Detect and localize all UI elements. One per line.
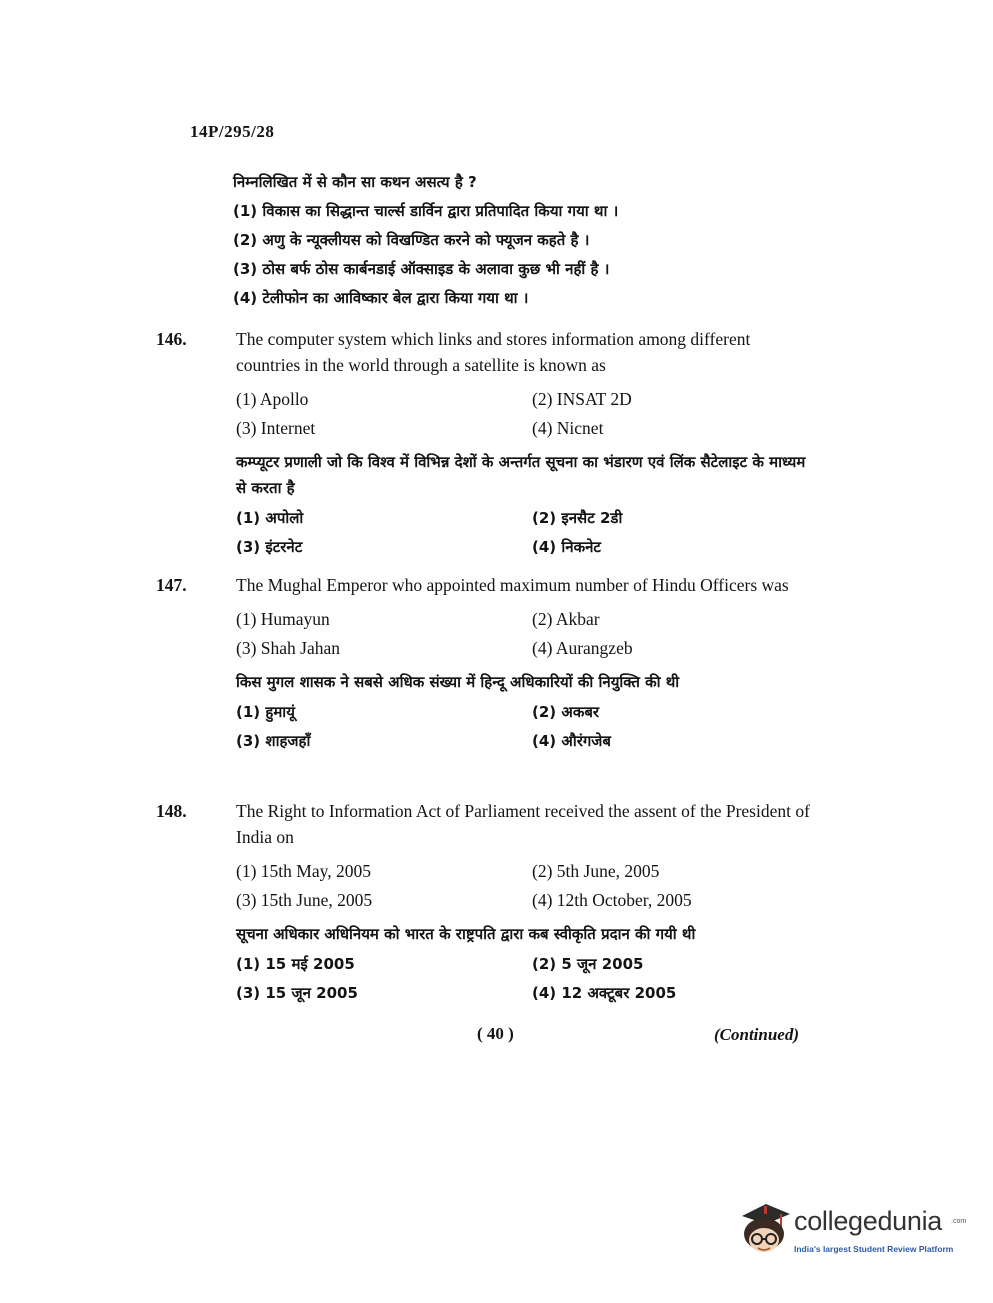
- question-number: 147.: [156, 575, 187, 595]
- question-text: The Right to Information Act of Parliament received the assent of the President of India on: [236, 801, 810, 847]
- options-hindi: [236, 505, 816, 560]
- brand-name: collegedunia: [794, 1206, 943, 1236]
- page-number: ( 40 ): [477, 1024, 514, 1043]
- option-4: (4) Nicnet: [532, 418, 604, 438]
- option-3-hindi: (3) 15 जून 2005: [236, 984, 358, 1002]
- option-2: (2) अणु के न्यूक्लीयस को विखण्डित करने को फ्यूजन कहते है ।: [233, 231, 590, 249]
- option-4-hindi: (4) औरंगजेब: [532, 732, 611, 750]
- options-hindi: [236, 951, 816, 1006]
- collegedunia-watermark: [736, 1200, 966, 1260]
- question-text-hindi: सूचना अधिकार अधिनियम को भारत के राष्ट्रपति द्वारा कब स्वीकृति प्रदान की गयी थी: [236, 925, 696, 943]
- option-1: (1) विकास का सिद्धान्त चार्ल्स डार्विन द्वारा प्रतिपादित किया गया था ।: [233, 202, 619, 220]
- question-text: The computer system which links and stores information among different countries in the world through a satellite is known as: [236, 329, 751, 375]
- option-1-hindi: (1) हुमायूं: [236, 703, 295, 721]
- question-148: [156, 799, 816, 1006]
- option-3-hindi: (3) इंटरनेट: [236, 538, 303, 556]
- options-english: [236, 859, 816, 913]
- option-3: (3) 15th June, 2005: [236, 890, 373, 910]
- option-4-hindi: (4) निकनेट: [532, 538, 601, 556]
- options-english: [236, 387, 816, 441]
- previous-question-hindi: [233, 168, 618, 313]
- continued-label: (Continued): [714, 1025, 800, 1044]
- option-2-hindi: (2) इनसैट 2डी: [532, 509, 623, 527]
- question-146: [156, 327, 816, 560]
- option-4: (4) Aurangzeb: [532, 638, 633, 658]
- option-4: (4) 12th October, 2005: [532, 890, 692, 910]
- option-3: (3) Internet: [236, 418, 316, 438]
- brand-domain: .com: [951, 1218, 967, 1225]
- option-3: (3) Shah Jahan: [236, 638, 341, 658]
- option-2: (2) 5th June, 2005: [532, 861, 660, 881]
- brand-tagline: India's largest Student Review Platform: [794, 1244, 954, 1254]
- option-4-hindi: (4) 12 अक्टूबर 2005: [532, 984, 677, 1002]
- option-1-hindi: (1) 15 मई 2005: [236, 955, 355, 973]
- option-1: (1) Humayun: [236, 609, 330, 629]
- options-hindi: [236, 699, 816, 754]
- option-3-hindi: (3) शाहजहाँ: [236, 732, 311, 750]
- option-1: (1) Apollo: [236, 389, 309, 409]
- question-text-hindi: कम्प्यूटर प्रणाली जो कि विश्व में विभिन्न देशों के अन्तर्गत सूचना का भंडारण एवं लिंक सैटेलाइट के माध्यम से करता है: [236, 453, 806, 497]
- paper-code: 14P/295/28: [190, 122, 275, 141]
- option-1: (1) 15th May, 2005: [236, 861, 371, 881]
- question-number: 148.: [156, 801, 187, 821]
- question-stem-hindi: निम्नलिखित में से कौन सा कथन असत्य है ?: [233, 173, 477, 191]
- option-4: (4) टेलीफोन का आविष्कार बेल द्वारा किया गया था ।: [233, 289, 529, 307]
- option-2: (2) INSAT 2D: [532, 389, 632, 409]
- option-2-hindi: (2) अकबर: [532, 703, 600, 721]
- option-1-hindi: (1) अपोलो: [236, 509, 304, 527]
- mascot-icon: [736, 1200, 792, 1258]
- question-text-hindi: किस मुगल शासक ने सबसे अधिक संख्या में हिन्दू अधिकारियों की नियुक्ति की थी: [236, 673, 680, 691]
- question-text: The Mughal Emperor who appointed maximum number of Hindu Officers was: [236, 575, 789, 595]
- option-3: (3) ठोस बर्फ ठोस कार्बनडाई ऑक्साइड के अलावा कुछ भी नहीं है ।: [233, 260, 610, 278]
- option-2-hindi: (2) 5 जून 2005: [532, 955, 644, 973]
- options-english: [236, 607, 816, 661]
- question-147: [156, 573, 816, 754]
- option-2: (2) Akbar: [532, 609, 600, 629]
- question-number: 146.: [156, 329, 187, 349]
